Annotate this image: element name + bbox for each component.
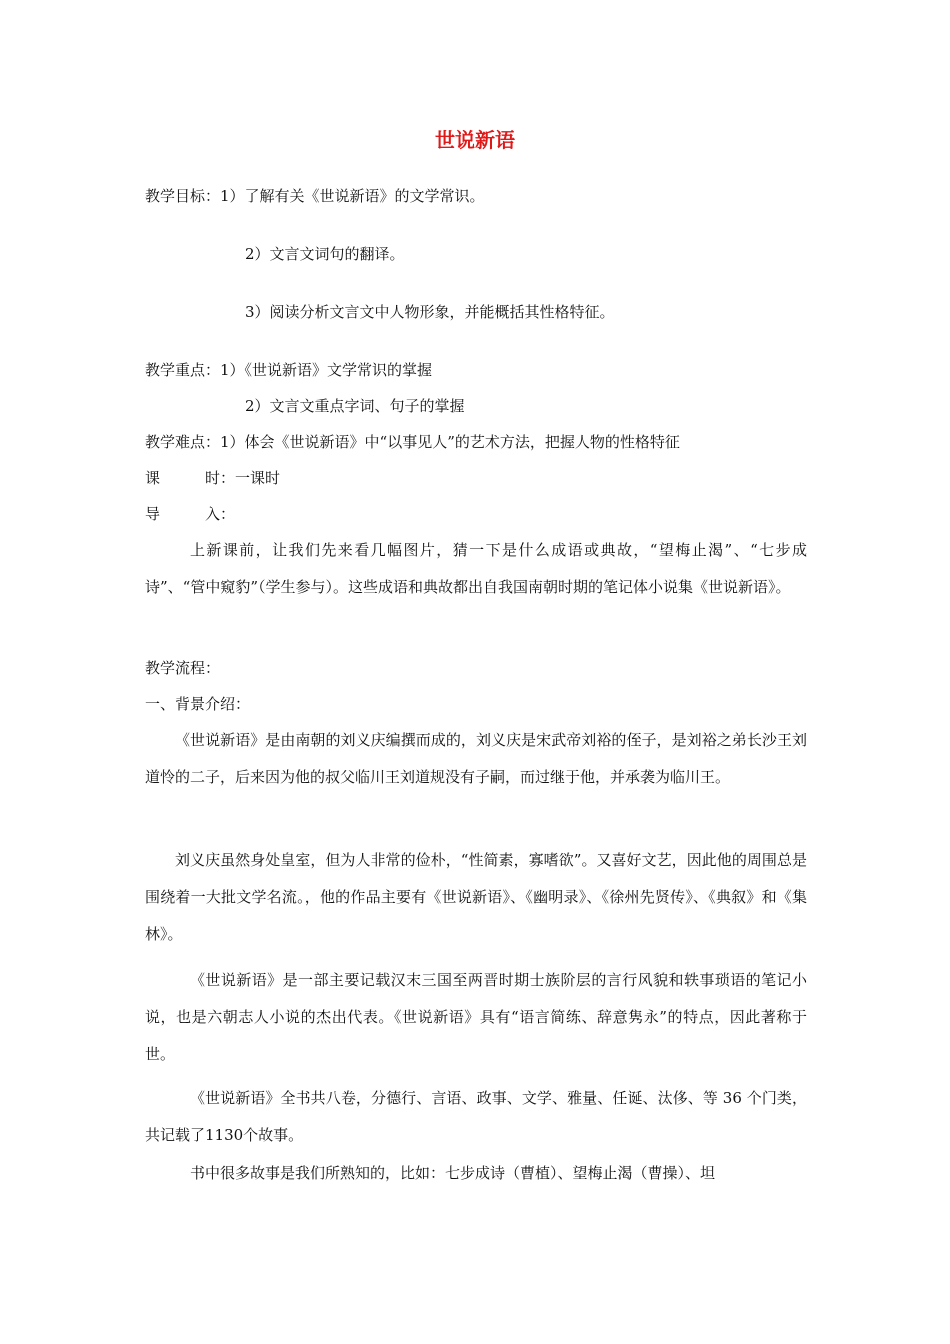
process-label: 教学流程： (145, 659, 221, 677)
key-points-line-1 (145, 360, 432, 380)
objective-item: 3）阅读分析文言文中人物形象，并能概括其性格特征。 (245, 303, 615, 321)
intro-label-b: 入： (205, 505, 236, 523)
section-heading: 一、背景介绍： (145, 695, 251, 713)
paragraph: 刘义庆虽然身处皇室，但为人非常的俭朴，“性简素，寡嗜欲”。又喜好文艺，因此他的周围总是围绕着一大批文学名流。，他的作品主要有《世说新语》、《幽明录》、《徐州先贤传》、《典叙》和《集林》。 (145, 851, 807, 943)
paragraph: 书中很多故事是我们所熟知的，比如：七步成诗（曹植）、望梅止渴（曹操）、坦 (190, 1164, 716, 1182)
intro-paragraph: 上新课前，让我们先来看几幅图片，猜一下是什么成语或典故，“望梅止渴”、“七步成诗”、“管中窥豹”（学生参与）。这些成语和典故都出自我国南朝时期的笔记体小说集《世说新语》。 (145, 541, 807, 596)
intro-label-line (145, 504, 235, 524)
key-point-item: 1）《世说新语》文学常识的掌握 (220, 361, 433, 379)
objectives-line-1 (145, 186, 485, 206)
paragraph: 《世说新语》是一部主要记载汉末三国至两晋时期士族阶层的言行风貌和轶事琐语的笔记小说，也是六朝志人小说的杰出代表。《世说新语》具有“语言简练、辞意隽永”的特点，因此著称于世。 (145, 971, 807, 1063)
class-hours-text: 一课时 (235, 469, 281, 487)
key-points-label: 教学重点： (145, 361, 221, 379)
class-hours-label-b: 时： (205, 469, 236, 487)
intro-label-a: 导 (145, 505, 161, 523)
objectives-label: 教学目标： (145, 187, 221, 205)
paragraph: 《世说新语》是由南朝的刘义庆编撰而成的，刘义庆是宋武帝刘裕的侄子，是刘裕之弟长沙王刘道怜的二子，后来因为他的叔父临川王刘道规没有子嗣，而过继于他，并承袭为临川王。 (145, 731, 807, 786)
document-title: 世说新语 (435, 128, 515, 152)
class-hours-line (145, 468, 280, 488)
difficulty-label: 教学难点： (145, 433, 221, 451)
class-hours-label-a: 课 (145, 469, 161, 487)
objective-item: 2）文言文词句的翻译。 (245, 245, 405, 263)
objective-item: 1）了解有关《世说新语》的文学常识。 (220, 187, 485, 205)
key-point-item: 2）文言文重点字词、句子的掌握 (245, 397, 465, 415)
difficulty-line (145, 432, 680, 452)
paragraph: 《世说新语》全书共八卷，分德行、言语、政事、文学、雅量、任诞、汰侈、等 36 个门类，共记载了1130个故事。 (145, 1089, 807, 1144)
difficulty-text: 1）体会《世说新语》中“以事见人”的艺术方法，把握人物的性格特征 (220, 433, 680, 451)
